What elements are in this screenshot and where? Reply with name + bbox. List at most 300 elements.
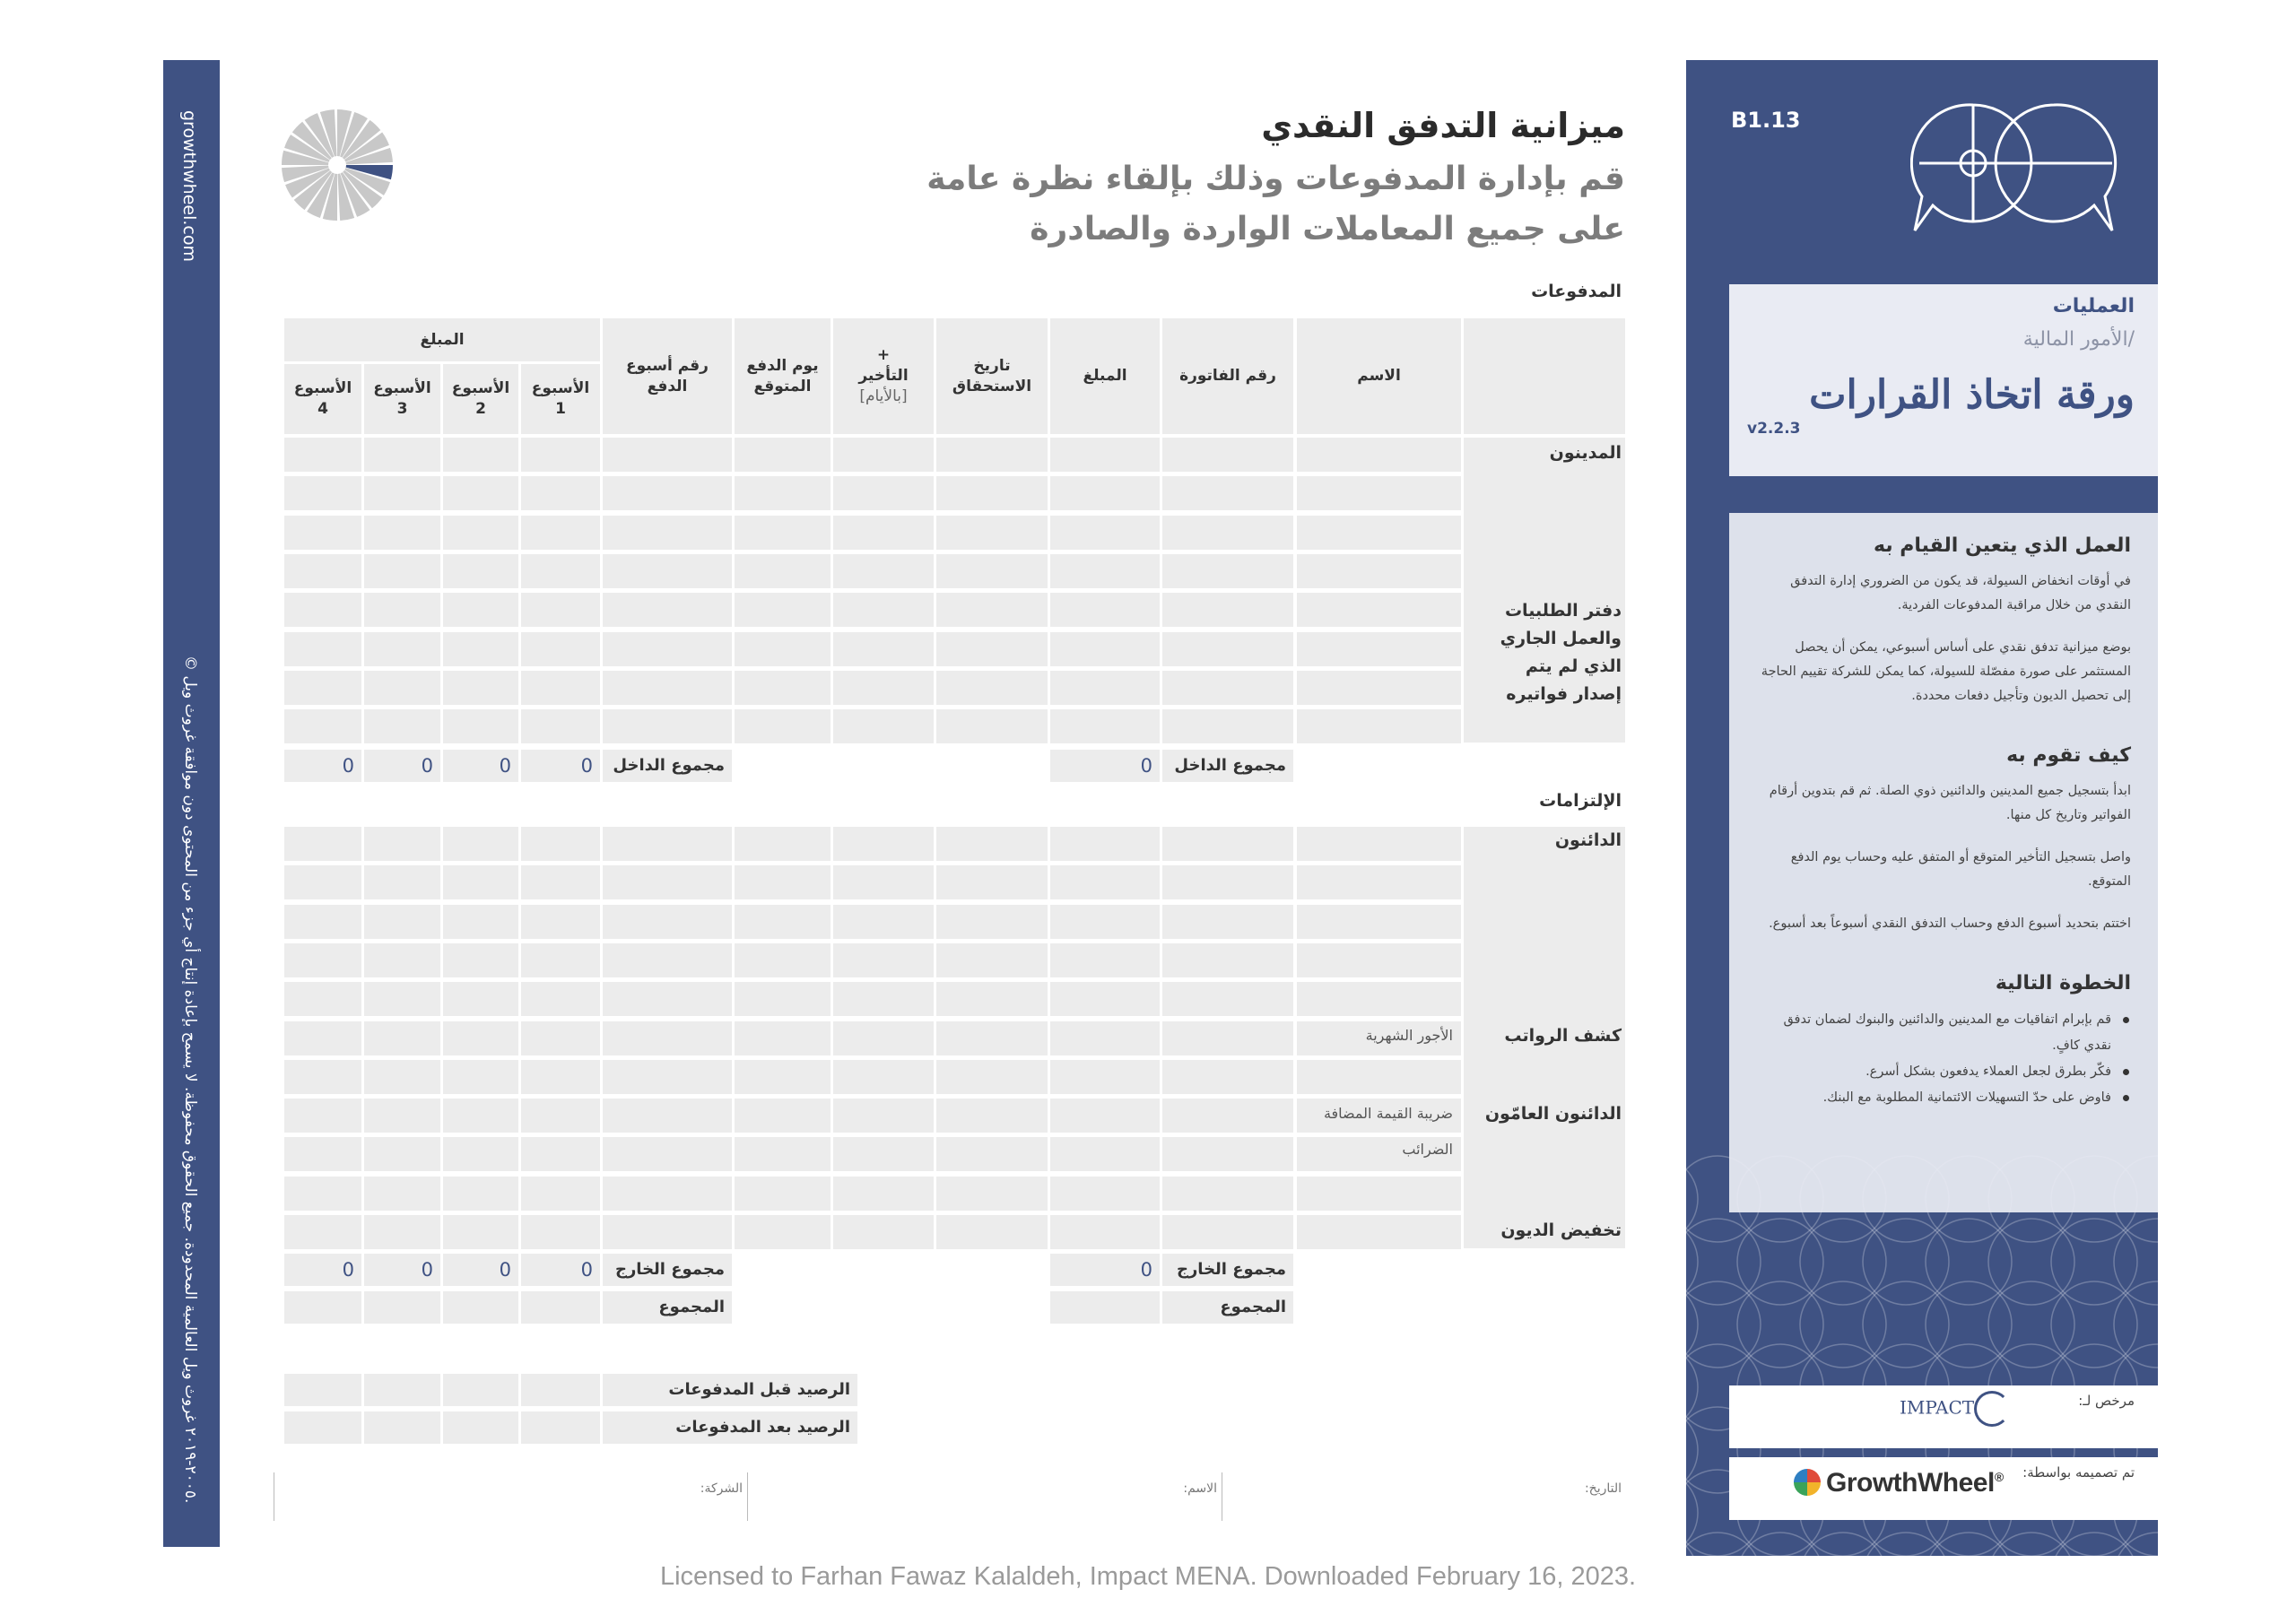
- designer-box: [1729, 1457, 2158, 1520]
- table-cell-expected-day[interactable]: [735, 905, 831, 939]
- subcategory-label: /الأمور المالية: [2022, 328, 2135, 351]
- table-cell-week-1[interactable]: [521, 1177, 600, 1211]
- table-cell-due-date[interactable]: [936, 554, 1048, 588]
- table-cell-week-3[interactable]: [364, 1215, 440, 1249]
- table-cell-week-2[interactable]: [443, 905, 518, 939]
- balance-before-label: الرصيد قبل المدفوعات: [603, 1374, 857, 1406]
- table-cell-pay-week[interactable]: [603, 709, 732, 743]
- licensed-to-label: مرخص لـ:: [2078, 1393, 2135, 1409]
- table-cell-week-3[interactable]: [364, 1177, 440, 1211]
- total-in-week-label: مجموع الداخل: [603, 750, 732, 782]
- table-cell-amount[interactable]: [1050, 1060, 1160, 1094]
- table-cell-due-date[interactable]: [936, 709, 1048, 743]
- impact-logo: IMPACT: [1900, 1391, 1987, 1427]
- what-heading: العمل الذي يتعين القيام به: [1874, 534, 2131, 557]
- right-info-panel: [1686, 60, 2158, 1556]
- table-cell-pay-week[interactable]: [603, 1215, 732, 1249]
- table-cell-week-4[interactable]: [284, 516, 361, 550]
- delay-label: التأخير: [858, 367, 909, 385]
- table-cell-due-date[interactable]: [936, 593, 1048, 627]
- list-item: قم بإبرام اتفاقيات مع المدينين والدائنين والبنوك لضمان تدفق نقدي كافٍ.: [1752, 1007, 2131, 1059]
- note-taxes: الضرائب: [1402, 1141, 1453, 1158]
- table-cell-week-4[interactable]: [284, 1177, 361, 1211]
- balance-before-week-3[interactable]: [364, 1374, 440, 1406]
- table-cell-week-3[interactable]: [364, 438, 440, 472]
- table-cell-week-4[interactable]: [284, 982, 361, 1016]
- table-cell-amount[interactable]: [1050, 554, 1160, 588]
- table-cell-amount[interactable]: [1050, 865, 1160, 899]
- table-cell-week-4[interactable]: [284, 943, 361, 977]
- table-cell-amount[interactable]: [1050, 593, 1160, 627]
- table-cell-invoice-no[interactable]: [1162, 438, 1293, 472]
- table-cell-expected-day[interactable]: [735, 632, 831, 666]
- header-week-1: الأسبوع 1: [521, 364, 600, 434]
- license-footer: Licensed to Farhan Fawaz Kalaldeh, Impact MENA. Downloaded February 16, 2023.: [659, 1562, 1637, 1591]
- table-cell-week-2[interactable]: [443, 1215, 518, 1249]
- table-cell-invoice-no[interactable]: [1162, 943, 1293, 977]
- category-label: العمليات: [2052, 295, 2135, 317]
- next-heading: الخطوة التالية: [1995, 972, 2131, 994]
- table-cell-week-4[interactable]: [284, 709, 361, 743]
- page-title: ميزانية التدفق النقدي: [1261, 106, 1625, 145]
- table-cell-delay[interactable]: [833, 982, 934, 1016]
- table-cell-week-1[interactable]: [521, 476, 600, 510]
- table-cell-name[interactable]: [1297, 905, 1461, 939]
- grand-total-label: المجموع: [1162, 1291, 1293, 1324]
- table-cell-delay[interactable]: [833, 865, 934, 899]
- table-cell-delay[interactable]: [833, 1099, 934, 1133]
- balance-after-week-1[interactable]: [521, 1411, 600, 1444]
- table-cell-week-4[interactable]: [284, 593, 361, 627]
- total-in-week-3: 0: [364, 750, 440, 782]
- table-cell-pay-week[interactable]: [603, 943, 732, 977]
- table-cell-amount[interactable]: [1050, 1137, 1160, 1171]
- table-cell-week-2[interactable]: [443, 865, 518, 899]
- table-cell-delay[interactable]: [833, 905, 934, 939]
- table-cell-pay-week[interactable]: [603, 671, 732, 705]
- table-cell-expected-day[interactable]: [735, 1021, 831, 1055]
- table-cell-delay[interactable]: [833, 671, 934, 705]
- table-cell-week-1[interactable]: [521, 1060, 600, 1094]
- table-cell-due-date[interactable]: [936, 1060, 1048, 1094]
- table-cell-week-3[interactable]: [364, 554, 440, 588]
- table-cell-due-date[interactable]: [936, 1177, 1048, 1211]
- grand-total-week-3[interactable]: [364, 1291, 440, 1324]
- grand-total-week-4[interactable]: [284, 1291, 361, 1324]
- table-cell-week-2[interactable]: [443, 438, 518, 472]
- table-cell-due-date[interactable]: [936, 1137, 1048, 1171]
- table-cell-delay[interactable]: [833, 554, 934, 588]
- table-cell-name[interactable]: [1297, 438, 1461, 472]
- header-invoice-no: رقم الفاتورة: [1162, 318, 1293, 434]
- signature-company-label: الشركة:: [700, 1481, 743, 1496]
- table-cell-week-3[interactable]: [364, 671, 440, 705]
- table-cell-amount[interactable]: [1050, 438, 1160, 472]
- table-cell-delay[interactable]: [833, 1177, 934, 1211]
- grand-total-week-2[interactable]: [443, 1291, 518, 1324]
- what-section: [1752, 534, 2131, 708]
- table-cell-week-3[interactable]: [364, 709, 440, 743]
- table-cell-pay-week[interactable]: [603, 1137, 732, 1171]
- how-section: [1752, 744, 2131, 936]
- table-cell-week-2[interactable]: [443, 671, 518, 705]
- table-cell-expected-day[interactable]: [735, 438, 831, 472]
- section-payments: المدفوعات: [1531, 282, 1622, 301]
- total-in-week-4: 0: [284, 750, 361, 782]
- growthwheel-mark-icon: [1794, 1469, 1821, 1496]
- table-cell-amount[interactable]: [1050, 516, 1160, 550]
- header-week-2: الأسبوع 2: [443, 364, 518, 434]
- table-cell-pay-week[interactable]: [603, 982, 732, 1016]
- table-cell-week-4[interactable]: [284, 671, 361, 705]
- header-amount-group: المبلغ: [284, 318, 600, 361]
- table-cell-week-2[interactable]: [443, 1060, 518, 1094]
- table-cell-week-4[interactable]: [284, 476, 361, 510]
- table-cell-pay-week[interactable]: [603, 827, 732, 861]
- table-cell-name[interactable]: [1297, 593, 1461, 627]
- table-cell-amount[interactable]: [1050, 476, 1160, 510]
- table-cell-name[interactable]: [1297, 943, 1461, 977]
- table-cell-pay-week[interactable]: [603, 554, 732, 588]
- note-monthly-wages: الأجور الشهرية: [1365, 1027, 1453, 1044]
- table-cell-name[interactable]: [1297, 476, 1461, 510]
- table-cell-week-2[interactable]: [443, 593, 518, 627]
- table-cell-invoice-no[interactable]: [1162, 554, 1293, 588]
- table-cell-expected-day[interactable]: [735, 982, 831, 1016]
- subtitle-line-1: قم بإدارة المدفوعات وذلك بإلقاء نظرة عامة: [926, 161, 1625, 197]
- title-card: [1729, 284, 2158, 476]
- subtitle-line-2: على جميع المعاملات الواردة والصادرة: [1030, 211, 1625, 248]
- table-cell-week-4[interactable]: [284, 1021, 361, 1055]
- table-cell-pay-week[interactable]: [603, 438, 732, 472]
- table-cell-amount[interactable]: [1050, 905, 1160, 939]
- table-cell-due-date[interactable]: [936, 943, 1048, 977]
- balance-after-week-4[interactable]: [284, 1411, 361, 1444]
- table-cell-week-1[interactable]: [521, 632, 600, 666]
- version-label: v2.2.3: [1747, 420, 1801, 438]
- table-cell-week-1[interactable]: [521, 1137, 600, 1171]
- row-group-payroll: كشف الرواتب: [1504, 1026, 1622, 1046]
- total-in-week-1: 0: [521, 750, 600, 782]
- table-cell-due-date[interactable]: [936, 632, 1048, 666]
- table-cell-week-2[interactable]: [443, 1099, 518, 1133]
- table-cell-amount[interactable]: [1050, 982, 1160, 1016]
- table-cell-week-2[interactable]: [443, 709, 518, 743]
- header-delay: [833, 318, 934, 434]
- table-cell-week-3[interactable]: [364, 1060, 440, 1094]
- table-cell-week-1[interactable]: [521, 516, 600, 550]
- table-cell-invoice-no[interactable]: [1162, 865, 1293, 899]
- table-cell-due-date[interactable]: [936, 671, 1048, 705]
- table-cell-week-2[interactable]: [443, 943, 518, 977]
- speech-bubbles-icon: [1910, 96, 2126, 248]
- balance-after-week-3[interactable]: [364, 1411, 440, 1444]
- table-cell-invoice-no[interactable]: [1162, 516, 1293, 550]
- table-cell-invoice-no[interactable]: [1162, 1177, 1293, 1211]
- balance-before-week-4[interactable]: [284, 1374, 361, 1406]
- total-out-week-2: 0: [443, 1254, 518, 1286]
- table-cell-due-date[interactable]: [936, 476, 1048, 510]
- table-cell-amount[interactable]: [1050, 943, 1160, 977]
- table-cell-expected-day[interactable]: [735, 1099, 831, 1133]
- table-cell-invoice-no[interactable]: [1162, 827, 1293, 861]
- how-paragraph-2: واصل بتسجيل التأخير المتوقع أو المتفق عليه وحساب يوم الدفع المتوقع.: [1790, 850, 2131, 889]
- row-group-debt-reduction: تخفيض الديون: [1500, 1220, 1622, 1240]
- table-cell-due-date[interactable]: [936, 1021, 1048, 1055]
- table-cell-week-3[interactable]: [364, 516, 440, 550]
- total-in-label: مجموع الداخل: [1162, 750, 1293, 782]
- table-cell-week-4[interactable]: [284, 905, 361, 939]
- table-cell-pay-week[interactable]: [603, 1177, 732, 1211]
- grand-total-week-label: المجموع: [603, 1291, 732, 1324]
- balance-after-label: الرصيد بعد المدفوعات: [603, 1411, 857, 1444]
- signature-name-label: الاسم:: [1183, 1481, 1217, 1496]
- table-cell-week-2[interactable]: [443, 554, 518, 588]
- table-cell-amount[interactable]: [1050, 1215, 1160, 1249]
- table-cell-week-1[interactable]: [521, 905, 600, 939]
- table-cell-invoice-no[interactable]: [1162, 709, 1293, 743]
- table-cell-week-3[interactable]: [364, 905, 440, 939]
- table-cell-week-2[interactable]: [443, 1177, 518, 1211]
- row-group-creditors: الدائنون: [1554, 830, 1622, 850]
- table-cell-expected-day[interactable]: [735, 943, 831, 977]
- how-paragraph-3: اختتم بتحديد أسبوع الدفع وحساب التدفق النقدي أسبوعاً بعد أسبوع.: [1769, 916, 2131, 931]
- table-cell-week-1[interactable]: [521, 982, 600, 1016]
- table-cell-name[interactable]: [1297, 671, 1461, 705]
- table-cell-due-date[interactable]: [936, 982, 1048, 1016]
- grand-total-week-1[interactable]: [521, 1291, 600, 1324]
- table-cell-name[interactable]: [1297, 865, 1461, 899]
- table-cell-delay[interactable]: [833, 632, 934, 666]
- table-cell-delay[interactable]: [833, 476, 934, 510]
- table-cell-week-3[interactable]: [364, 827, 440, 861]
- total-in-amount: 0: [1050, 750, 1160, 782]
- signature-divider-2: [747, 1472, 748, 1521]
- table-cell-name[interactable]: [1297, 554, 1461, 588]
- header-due-date: تاريخ الاستحقاق: [936, 318, 1048, 434]
- table-cell-invoice-no[interactable]: [1162, 1099, 1293, 1133]
- table-cell-week-3[interactable]: [364, 982, 440, 1016]
- table-cell-invoice-no[interactable]: [1162, 632, 1293, 666]
- table-cell-delay[interactable]: [833, 516, 934, 550]
- table-cell-pay-week[interactable]: [603, 905, 732, 939]
- table-cell-week-4[interactable]: [284, 438, 361, 472]
- table-cell-week-2[interactable]: [443, 516, 518, 550]
- balance-before-week-1[interactable]: [521, 1374, 600, 1406]
- table-cell-expected-day[interactable]: [735, 709, 831, 743]
- table-cell-week-4[interactable]: [284, 1137, 361, 1171]
- table-cell-due-date[interactable]: [936, 1215, 1048, 1249]
- header-blank: [1464, 318, 1625, 434]
- instructions-card: [1729, 513, 2158, 1212]
- table-cell-expected-day[interactable]: [735, 865, 831, 899]
- table-cell-week-1[interactable]: [521, 943, 600, 977]
- table-cell-invoice-no[interactable]: [1162, 1021, 1293, 1055]
- list-item: فكّر بطرق لجعل العملاء يدفعون بشكل أسرع.: [1752, 1059, 2131, 1085]
- table-cell-expected-day[interactable]: [735, 671, 831, 705]
- table-cell-amount[interactable]: [1050, 1099, 1160, 1133]
- table-cell-week-3[interactable]: [364, 593, 440, 627]
- table-cell-expected-day[interactable]: [735, 1137, 831, 1171]
- table-cell-expected-day[interactable]: [735, 1177, 831, 1211]
- table-cell-due-date[interactable]: [936, 905, 1048, 939]
- website-url: growthwheel.com: [179, 110, 199, 262]
- table-cell-delay[interactable]: [833, 827, 934, 861]
- table-cell-expected-day[interactable]: [735, 1215, 831, 1249]
- balance-before-week-2[interactable]: [443, 1374, 518, 1406]
- total-out-amount: 0: [1050, 1254, 1160, 1286]
- table-cell-invoice-no[interactable]: [1162, 1215, 1293, 1249]
- table-cell-week-3[interactable]: [364, 1099, 440, 1133]
- table-cell-name[interactable]: [1297, 632, 1461, 666]
- grand-total-amount-cell[interactable]: [1050, 1291, 1160, 1324]
- table-cell-delay[interactable]: [833, 1060, 934, 1094]
- table-cell-week-3[interactable]: [364, 476, 440, 510]
- table-cell-week-1[interactable]: [521, 1215, 600, 1249]
- row-group-public-creditors: الدائنون العامّون: [1484, 1104, 1622, 1124]
- next-section: [1752, 972, 2131, 1111]
- licensee-box: [1729, 1385, 2158, 1448]
- table-cell-week-1[interactable]: [521, 827, 600, 861]
- table-cell-week-4[interactable]: [284, 1215, 361, 1249]
- header-amount: المبلغ: [1050, 318, 1160, 434]
- card-title: ورقة اتخاذ القرارات: [1809, 372, 2135, 418]
- table-cell-name[interactable]: [1297, 1060, 1461, 1094]
- table-cell-due-date[interactable]: [936, 438, 1048, 472]
- table-cell-invoice-no[interactable]: [1162, 905, 1293, 939]
- table-cell-week-4[interactable]: [284, 554, 361, 588]
- table-cell-week-1[interactable]: [521, 709, 600, 743]
- table-cell-week-3[interactable]: [364, 865, 440, 899]
- table-cell-amount[interactable]: [1050, 827, 1160, 861]
- table-cell-week-1[interactable]: [521, 1099, 600, 1133]
- table-cell-week-4[interactable]: [284, 1060, 361, 1094]
- table-cell-due-date[interactable]: [936, 516, 1048, 550]
- table-cell-week-1[interactable]: [521, 593, 600, 627]
- table-cell-amount[interactable]: [1050, 709, 1160, 743]
- table-cell-invoice-no[interactable]: [1162, 1137, 1293, 1171]
- table-cell-pay-week[interactable]: [603, 593, 732, 627]
- table-cell-pay-week[interactable]: [603, 632, 732, 666]
- table-cell-week-2[interactable]: [443, 827, 518, 861]
- table-cell-pay-week[interactable]: [603, 476, 732, 510]
- total-out-week-1: 0: [521, 1254, 600, 1286]
- table-cell-pay-week[interactable]: [603, 1099, 732, 1133]
- section-liabilities: الإلتزامات: [1539, 791, 1622, 811]
- table-cell-delay[interactable]: [833, 709, 934, 743]
- table-cell-delay[interactable]: [833, 943, 934, 977]
- table-cell-name[interactable]: [1297, 1177, 1461, 1211]
- table-cell-name[interactable]: [1297, 709, 1461, 743]
- table-cell-week-3[interactable]: [364, 632, 440, 666]
- table-cell-week-2[interactable]: [443, 632, 518, 666]
- table-cell-expected-day[interactable]: [735, 554, 831, 588]
- table-cell-pay-week[interactable]: [603, 1021, 732, 1055]
- table-cell-pay-week[interactable]: [603, 1060, 732, 1094]
- table-cell-name[interactable]: [1297, 827, 1461, 861]
- row-group-debtors: المدينون: [1549, 443, 1622, 463]
- table-cell-expected-day[interactable]: [735, 516, 831, 550]
- delay-unit: [بالأيام]: [859, 387, 908, 405]
- table-cell-amount[interactable]: [1050, 1021, 1160, 1055]
- designed-by-label: تم تصميمه بواسطة:: [2022, 1464, 2135, 1481]
- table-cell-expected-day[interactable]: [735, 827, 831, 861]
- table-cell-week-2[interactable]: [443, 1137, 518, 1171]
- table-cell-week-1[interactable]: [521, 554, 600, 588]
- table-cell-name[interactable]: [1297, 1215, 1461, 1249]
- table-cell-week-3[interactable]: [364, 1021, 440, 1055]
- total-in-week-2: 0: [443, 750, 518, 782]
- table-cell-invoice-no[interactable]: [1162, 671, 1293, 705]
- balance-after-week-2[interactable]: [443, 1411, 518, 1444]
- table-cell-invoice-no[interactable]: [1162, 593, 1293, 627]
- how-paragraph-1: ابدأ بتسجيل جميع المدينين والدائنين ذوي الصلة. ثم قم بتدوين أرقام الفواتير وتاريخ كل منها.: [1769, 784, 2131, 822]
- table-cell-week-4[interactable]: [284, 827, 361, 861]
- table-cell-delay[interactable]: [833, 1137, 934, 1171]
- table-cell-delay[interactable]: [833, 1215, 934, 1249]
- table-cell-invoice-no[interactable]: [1162, 476, 1293, 510]
- total-out-week-3: 0: [364, 1254, 440, 1286]
- table-cell-due-date[interactable]: [936, 865, 1048, 899]
- table-cell-invoice-no[interactable]: [1162, 1060, 1293, 1094]
- table-cell-amount[interactable]: [1050, 1177, 1160, 1211]
- table-cell-week-2[interactable]: [443, 982, 518, 1016]
- total-out-week-label: مجموع الخارج: [603, 1254, 732, 1286]
- table-cell-week-2[interactable]: [443, 476, 518, 510]
- copyright-text: © ٢٠٠٥-٢٠١٩ غروث ويل العالمية المحدودة. جميع الحقوق محفوظة. لا يسمح بإعادة إنتاج أي جزء من المحتوى دون موافقة غروث ويل.: [181, 656, 199, 1504]
- table-cell-name[interactable]: [1297, 516, 1461, 550]
- total-out-label: مجموع الخارج: [1162, 1254, 1293, 1286]
- delay-plus-sign: +: [876, 346, 891, 364]
- table-cell-week-1[interactable]: [521, 1021, 600, 1055]
- next-steps-list: [1752, 1007, 2131, 1111]
- header-pay-week-no: رقم أسبوع الدفع: [603, 318, 732, 434]
- table-cell-delay[interactable]: [833, 438, 934, 472]
- header-week-4: الأسبوع 4: [284, 364, 361, 434]
- table-cell-due-date[interactable]: [936, 1099, 1048, 1133]
- table-cell-amount[interactable]: [1050, 632, 1160, 666]
- table-cell-name[interactable]: [1297, 982, 1461, 1016]
- note-vat: ضريبة القيمة المضافة: [1323, 1105, 1453, 1122]
- table-cell-pay-week[interactable]: [603, 516, 732, 550]
- table-cell-delay[interactable]: [833, 1021, 934, 1055]
- table-cell-delay[interactable]: [833, 593, 934, 627]
- table-cell-week-2[interactable]: [443, 1021, 518, 1055]
- left-strip: [163, 60, 220, 1547]
- table-cell-week-1[interactable]: [521, 865, 600, 899]
- header-expected-day: يوم الدفع المتوقع: [735, 318, 831, 434]
- growthwheel-wheel-icon: [278, 106, 396, 224]
- table-cell-expected-day[interactable]: [735, 593, 831, 627]
- table-cell-due-date[interactable]: [936, 827, 1048, 861]
- table-cell-week-4[interactable]: [284, 1099, 361, 1133]
- header-name: الاسم: [1297, 318, 1461, 434]
- table-cell-expected-day[interactable]: [735, 1060, 831, 1094]
- header-week-3: الأسبوع 3: [364, 364, 440, 434]
- table-cell-expected-day[interactable]: [735, 476, 831, 510]
- table-cell-week-1[interactable]: [521, 671, 600, 705]
- table-cell-amount[interactable]: [1050, 671, 1160, 705]
- table-cell-week-3[interactable]: [364, 1137, 440, 1171]
- table-cell-invoice-no[interactable]: [1162, 982, 1293, 1016]
- table-cell-week-3[interactable]: [364, 943, 440, 977]
- table-cell-week-4[interactable]: [284, 632, 361, 666]
- table-cell-week-4[interactable]: [284, 865, 361, 899]
- table-cell-pay-week[interactable]: [603, 865, 732, 899]
- how-heading: كيف تقوم به: [2006, 744, 2131, 767]
- growthwheel-logo: GrowthWheel®: [1794, 1468, 2004, 1498]
- table-cell-week-1[interactable]: [521, 438, 600, 472]
